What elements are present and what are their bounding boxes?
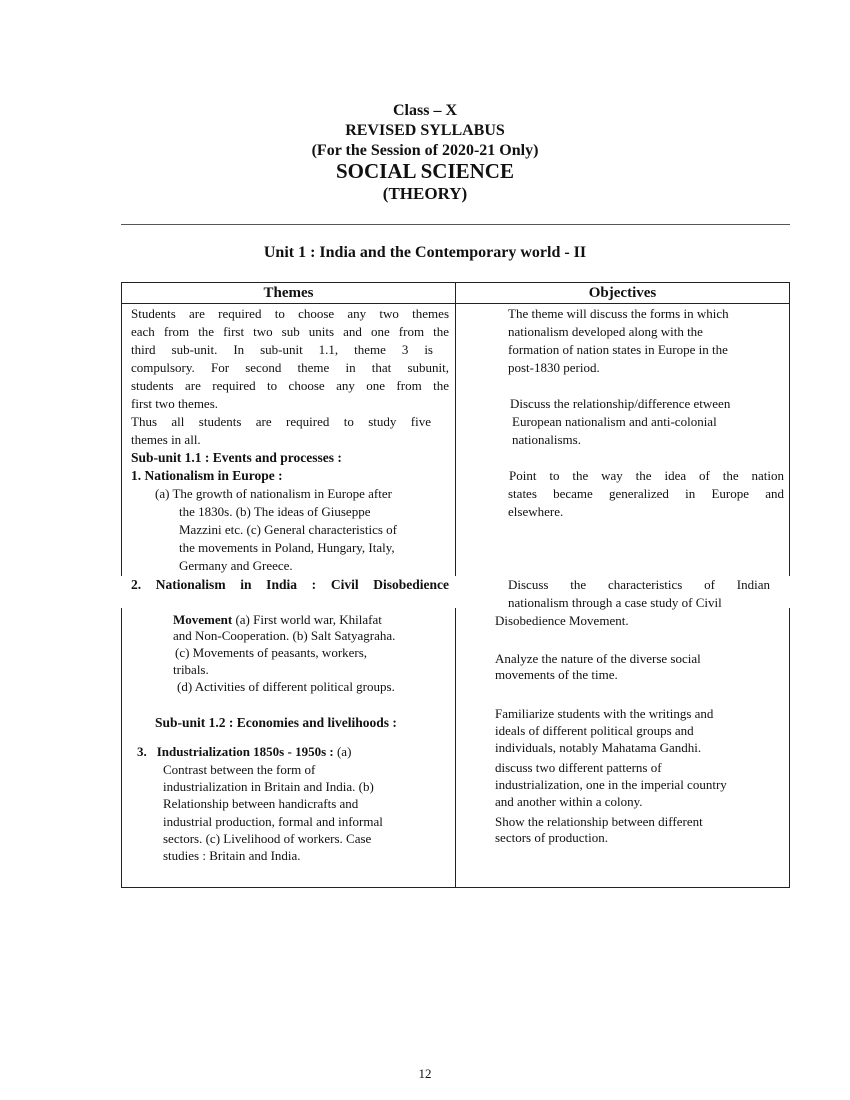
objective-line: elsewhere. — [508, 504, 564, 519]
objective-line: Show the relationship between different — [495, 814, 703, 829]
objective-line: European nationalism and anti-colonial — [512, 414, 717, 429]
intro-line: each from the first two sub units and one from the — [131, 324, 449, 339]
theme-1-line: the 1830s. (b) The ideas of Giuseppe — [179, 504, 371, 519]
objective-line: Discuss the characteristics of Indian — [508, 577, 770, 592]
theme-3-line: Contrast between the form of — [163, 762, 316, 777]
objective-line: movements of the time. — [495, 667, 618, 682]
theme-3-line-text: (a) — [333, 744, 352, 759]
intro-line: compulsory. For second theme in that subunit, — [131, 360, 449, 375]
syllabus-heading: REVISED SYLLABUS — [345, 122, 505, 139]
intro-line: first two themes. — [131, 396, 219, 411]
theory-heading: (THEORY) — [382, 184, 468, 203]
objective-line: nationalism through a case study of Civil — [508, 595, 722, 610]
objective-line: The theme will discuss the forms in which — [508, 306, 729, 321]
theme-2-line: (c) Movements of peasants, workers, — [175, 645, 368, 660]
theme-3-line: studies : Britain and India. — [163, 848, 301, 863]
subunit-1-1-heading: Sub-unit 1.1 : Events and processes : — [131, 450, 342, 465]
objective-line: ideals of different political groups and — [495, 723, 694, 738]
objective-line: post-1830 period. — [508, 360, 600, 375]
theme-3-title: Industrialization 1850s - 1950s : — [156, 744, 334, 759]
objective-line: and another within a colony. — [495, 794, 643, 809]
theme-3-number: 3. — [137, 744, 147, 759]
objective-line: sectors of production. — [495, 830, 609, 845]
theme-3-line: industrialization in Britain and India. (b) — [163, 779, 374, 794]
objective-line: nationalism developed along with the — [508, 324, 703, 339]
theme-3-heading — [137, 743, 351, 761]
class-heading: Class – X — [392, 102, 457, 119]
theme-2-line: tribals. — [173, 662, 209, 677]
theme-3-line: Relationship between handicrafts and — [163, 796, 359, 811]
unit-title: Unit 1 : India and the Contemporary world - II — [263, 244, 587, 261]
theme-1-line: Mazzini etc. (c) General characteristics of — [179, 522, 397, 537]
objective-line: industrialization, one in the imperial country — [495, 777, 727, 792]
theme-3-line: sectors. (c) Livelihood of workers. Case — [163, 831, 372, 846]
objective-line: nationalisms. — [512, 432, 581, 447]
theme-1-line: Germany and Greece. — [179, 558, 293, 573]
objective-line: Disobedience Movement. — [495, 613, 629, 628]
subunit-1-2-heading: Sub-unit 1.2 : Economies and livelihoods : — [155, 715, 397, 730]
objectives-header: Objectives — [588, 285, 657, 301]
intro-line: students are required to choose any one from the — [131, 378, 449, 393]
theme-1-line: (a) The growth of nationalism in Europe after — [155, 486, 392, 501]
theme-2-line: and Non-Cooperation. (b) Salt Satyagraha. — [173, 628, 396, 643]
theme-2-line-text: (a) First world war, Khilafat — [232, 612, 382, 627]
objective-line: individuals, notably Mahatama Gandhi. — [495, 740, 702, 755]
theme-1-title: 1. Nationalism in Europe : — [131, 468, 283, 483]
objective-line: discuss two different patterns of — [495, 760, 662, 775]
session-heading: (For the Session of 2020-21 Only) — [311, 142, 539, 159]
objective-line: Analyze the nature of the diverse social — [495, 651, 701, 666]
intro-line: third sub-unit. In sub-unit 1.1, theme 3 is — [131, 342, 433, 357]
intro-line: Thus all students are required to study five — [131, 414, 431, 429]
objective-line: Discuss the relationship/difference etween — [510, 396, 731, 411]
subject-heading: SOCIAL SCIENCE — [336, 159, 514, 183]
themes-header: Themes — [263, 285, 314, 301]
page-number: 12 — [418, 1066, 432, 1081]
theme-2-title: 2. Nationalism in India : Civil Disobedience — [131, 577, 449, 592]
theme-2-line: (d) Activities of different political groups. — [177, 679, 395, 694]
header-divider — [121, 224, 790, 225]
objective-line: Point to the way the idea of the nation — [509, 468, 784, 483]
objective-line: formation of nation states in Europe in the — [508, 342, 728, 357]
header-row-divider — [122, 303, 789, 304]
objective-line: Familiarize students with the writings and — [495, 706, 714, 721]
intro-line: Students are required to choose any two themes — [131, 306, 449, 321]
theme-2-movement-label: Movement — [173, 612, 233, 627]
objective-line: states became generalized in Europe and — [508, 486, 784, 501]
intro-line: themes in all. — [131, 432, 201, 447]
theme-3-line: industrial production, formal and informal — [163, 814, 383, 829]
theme-1-line: the movements in Poland, Hungary, Italy, — [179, 540, 395, 555]
